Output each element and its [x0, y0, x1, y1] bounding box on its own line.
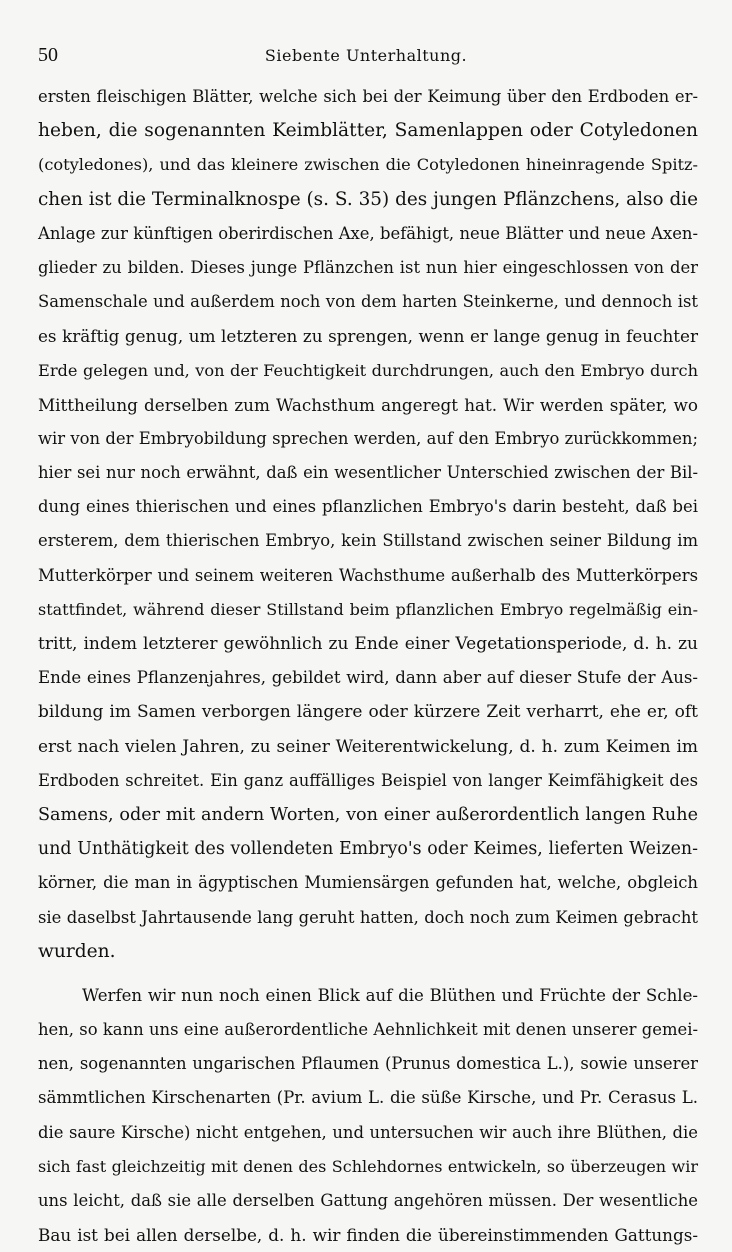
paragraph-gap — [38, 969, 698, 979]
text-line: ersterem, dem thierischen Embryo, kein Stillstand zwischen seiner Bildung im — [38, 531, 698, 551]
body-text — [38, 80, 698, 1252]
text-line: Bau ist bei allen derselbe, d. h. wir finden die übereinstimmenden Gattungs- — [38, 1225, 698, 1246]
running-title: Siebente Unterhaltung. — [264, 46, 468, 65]
text-line: Samenschale und außerdem noch von dem harten Steinkerne, und dennoch ist — [38, 292, 698, 312]
text-line: uns leicht, daß sie alle derselben Gattung angehören müssen. Der wesentliche — [38, 1191, 698, 1210]
text-line: hier sei nur noch erwähnt, daß ein wesentlicher Unterschied zwischen der Bil- — [38, 463, 698, 483]
text-line: dung eines thierischen und eines pflanzlichen Embryo's darin besteht, daß bei — [38, 497, 698, 517]
text-line: Erde gelegen und, von der Feuchtigkeit durchdrungen, auch den Embryo durch — [38, 360, 698, 380]
text-line: es kräftig genug, um letzteren zu sprengen, wenn er lange genug in feuchter — [38, 326, 698, 347]
text-line: Ende eines Pflanzenjahres, gebildet wird, dann aber auf dieser Stufe der Aus- — [38, 668, 698, 688]
page-number: 50 — [38, 44, 58, 66]
text-line: wurden. — [38, 940, 116, 962]
text-line: erst nach vielen Jahren, zu seiner Weiterentwickelung, d. h. zum Keimen im — [38, 736, 698, 757]
text-line: Anlage zur künftigen oberirdischen Axe, befähigt, neue Blätter und neue Axen- — [38, 223, 698, 243]
text-line: sich fast gleichzeitig mit denen des Schlehdornes entwickeln, so überzeugen wir — [38, 1156, 698, 1176]
text-line: ersten fleischigen Blätter, welche sich bei der Keimung über den Erdboden er- — [38, 87, 698, 106]
text-line: sämmtlichen Kirschenarten (Pr. avium L. die süße Kirsche, und Pr. Cerasus L. — [38, 1088, 698, 1108]
text-line: glieder zu bilden. Dieses junge Pflänzchen ist nun hier eingeschlossen von der — [38, 257, 698, 277]
text-line: chen ist die Terminalknospe (s. S. 35) des jungen Pflänzchens, also die — [38, 188, 698, 210]
text-line: stattfindet, während dieser Stillstand beim pflanzlichen Embryo regelmäßig ein- — [38, 599, 698, 619]
text-line: Mutterkörper und seinem weiteren Wachsthume außerhalb des Mutterkörpers — [38, 565, 698, 585]
text-line: Mittheilung derselben zum Wachsthum angeregt hat. Wir werden später, wo — [38, 394, 698, 415]
page-header — [38, 44, 694, 72]
text-line: die saure Kirsche) nicht entgehen, und untersuchen wir auch ihre Blüthen, die — [38, 1122, 698, 1142]
text-line: körner, die man in ägyptischen Mumiensärgen gefunden hat, welche, obgleich — [38, 873, 698, 893]
text-line: Erdboden schreitet. Ein ganz auffälliges Beispiel von langer Keimfähigkeit des — [38, 770, 698, 790]
paragraph — [38, 80, 698, 969]
text-line: Werfen wir nun noch einen Blick auf die Blüthen und Früchte der Schle- — [82, 985, 698, 1005]
text-line: bildung im Samen verborgen längere oder kürzere Zeit verharrt, ehe er, oft — [38, 702, 698, 723]
text-line: sie daselbst Jahrtausende lang geruht hatten, doch noch zum Keimen gebracht — [38, 907, 698, 927]
text-line: und Unthätigkeit des vollendeten Embryo's oder Keimes, lieferten Weizen- — [38, 839, 698, 860]
text-line: Samens, oder mit andern Worten, von einer außerordentlich langen Ruhe — [38, 804, 698, 825]
text-line: tritt, indem letzterer gewöhnlich zu Ende einer Vegetationsperiode, d. h. zu — [38, 634, 698, 654]
text-line: wir von der Embryobildung sprechen werden, auf den Embryo zurückkommen; — [38, 428, 698, 448]
text-line: nen, sogenannten ungarischen Pflaumen (Prunus domestica L.), sowie unserer — [38, 1054, 698, 1074]
text-line: heben, die sogenannten Keimblätter, Samenlappen oder Cotyledonen — [38, 120, 698, 142]
paragraph — [38, 979, 698, 1252]
text-line: (cotyledones), und das kleinere zwischen die Cotyledonen hineinragende Spitz- — [38, 155, 698, 175]
text-line: hen, so kann uns eine außerordentliche Aehnlichkeit mit denen unserer gemei- — [38, 1020, 698, 1040]
